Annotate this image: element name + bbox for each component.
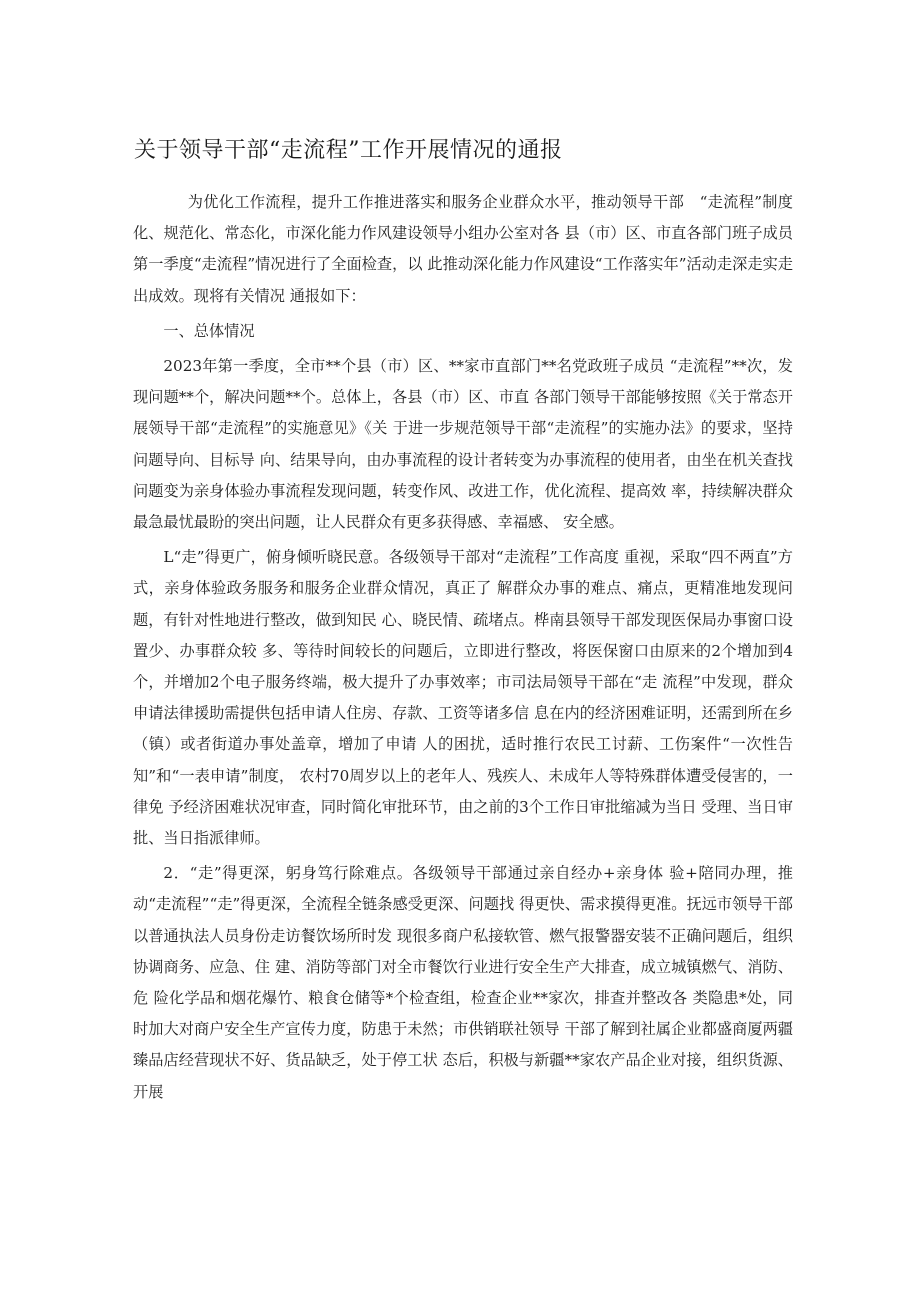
section-heading-overall: 一、总体情况: [163, 321, 255, 340]
document-title: 关于领导干部“走流程”工作开展情况的通报: [134, 138, 563, 163]
document-body: [133, 187, 793, 1108]
overall-summary-paragraph: 2023年第一季度，全市**个县（市）区、**家市直部门**名党政班子成员 “走流程”**次，发现问题**个，解决问题**个。总体上，各县（市）区、市直 各部门领导干部能够按照《关于常态开展领导干部“走流程”的实施意见》《关 于进一步规范领导干部“走流程”的实施办法》的要求，坚持问题导向、目标导 向、结果导向，由办事流程的设计者转变为办事流程的使用者，由坐在机关查找 问题变为亲身体验办事流程发现问题，转变作风、改进工作，优化流程、提高效 率，持续解决群众最急最忧最盼的突出问题，让人民群众有更多获得感、幸福感、 安全感。: [133, 357, 793, 532]
point-2-paragraph: 2．“走”得更深，躬身笃行除难点。各级领导干部通过亲自经办+亲身体 验+陪同办理，推动“走流程”“走”得更深，全流程全链条感受更深、问题找 得更快、需求摸得更准。抚远市领导干部以普通执法人员身份走访餐饮场所时发 现很多商户私接软管、燃气报警器安装不正确问题后，组织协调商务、应急、住 建、消防等部门对全市餐饮行业进行安全生产大排查，成立城镇燃气、消防、危 险化学品和烟花爆竹、粮食仓储等*个检查组，检查企业**家次，排查并整改各 类隐患*处，同时加大对商户安全生产宣传力度，防患于未然；市供销联社领导 干部了解到社属企业都盛商厦两疆臻品店经营现状不好、货品缺乏，处于停工状 态后，积极与新疆**家农产品企业对接，组织货源、开展: [133, 864, 793, 1101]
intro-paragraph: 为优化工作流程，提升工作推进落实和服务企业群众水平，推动领导干部 “走流程”制度化、规范化、常态化，市深化能力作风建设领导小组办公室对各 县（市）区、市直各部门班子成员第一季度“走流程”情况进行了全面检查，以 此推动深化能力作风建设“工作落实年”活动走深走实走出成效。现将有关情况 通报如下：: [133, 193, 793, 305]
point-1-paragraph: L“走”得更广，俯身倾听晓民意。各级领导干部对“走流程”工作高度 重视，采取“四不两直”方式，亲身体验政务服务和服务企业群众情况，真正了 解群众办事的难点、痛点，更精准地发现问题，有针对性地进行整改，做到知民 心、晓民情、疏堵点。桦南县领导干部发现医保局办事窗口设置少、办事群众较 多、等待时间较长的问题后，立即进行整改，将医保窗口由原来的2个增加到4 个，并增加2个电子服务终端，极大提升了办事效率；市司法局领导干部在“走 流程”中发现，群众申请法律援助需提供包括申请人住房、存款、工资等诸多信 息在内的经济困难证明，还需到所在乡（镇）或者街道办事处盖章，增加了申请 人的困扰，适时推行农民工讨薪、工伤案件“一次性告知”和“一表申请”制度， 农村70周岁以上的老年人、残疾人、未成年人等特殊群体遭受侵害的，一律免 予经济困难状况审查，同时简化审批环节，由之前的3个工作日审批缩减为当日 受理、当日审批、当日指派律师。: [133, 548, 793, 848]
